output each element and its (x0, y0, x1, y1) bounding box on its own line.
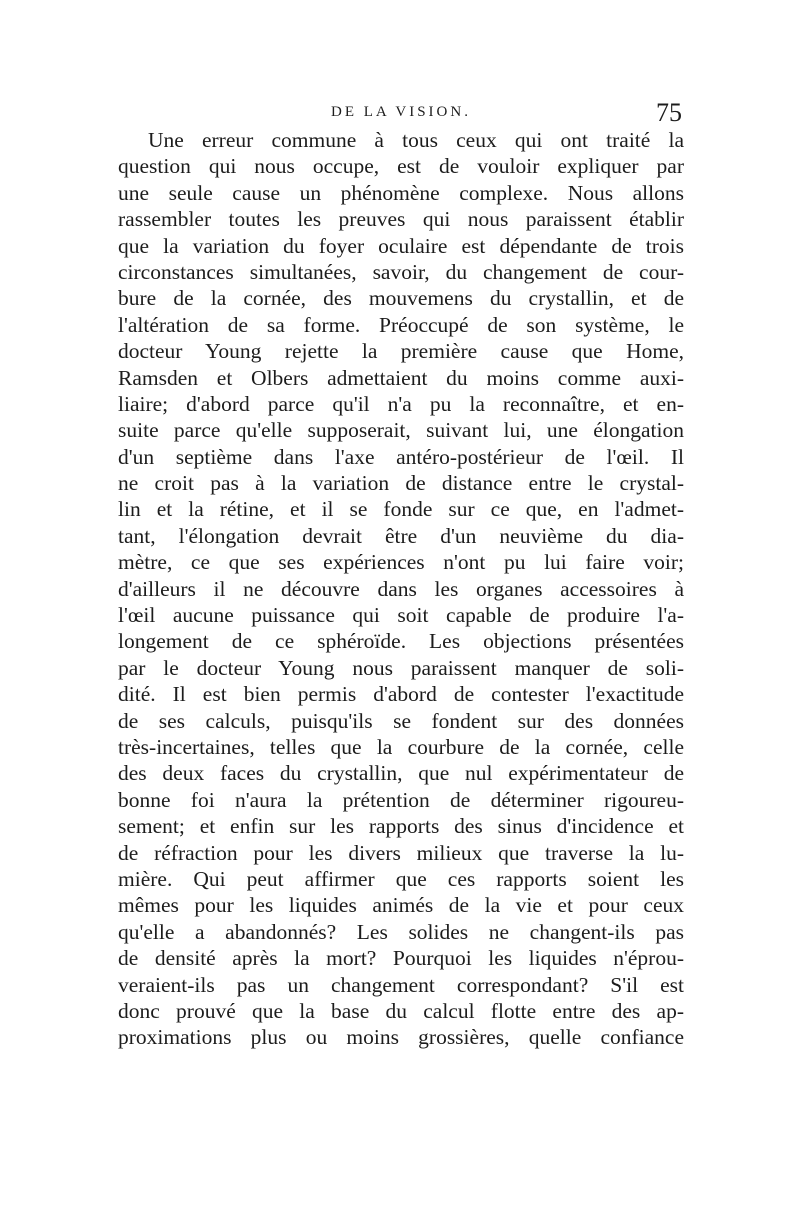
text-line: sement; et enfin sur les rapports des sinus d'incidence et (118, 814, 684, 839)
text-line: liaire; d'abord parce qu'il n'a pu la reconnaître, et en- (118, 391, 684, 416)
text-line: que la variation du foyer oculaire est dépendante de trois (118, 233, 684, 258)
text-line: d'un septième dans l'axe antéro-postérieur de l'œil. Il (118, 444, 684, 469)
text-line: ne croit pas à la variation de distance entre le crystal- (118, 471, 684, 496)
text-line: de réfraction pour les divers milieux que traverse la lu- (118, 840, 684, 865)
text-line: dité. Il est bien permis d'abord de contester l'exactitude (118, 682, 684, 707)
text-line: d'ailleurs il ne découvre dans les organes accessoires à (118, 576, 684, 601)
text-line: proximations plus ou moins grossières, quelle confiance (118, 1025, 684, 1050)
text-line: mêmes pour les liquides animés de la vie et pour ceux (118, 893, 684, 918)
text-line: des deux faces du crystallin, que nul expérimentateur de (118, 761, 684, 786)
page-number: 75 (656, 98, 682, 127)
text-line: l'altération de sa forme. Préoccupé de son système, le (118, 312, 684, 337)
text-line: donc prouvé que la base du calcul flotte entre des ap- (118, 998, 684, 1023)
text-line: suite parce qu'elle supposerait, suivant lui, une élongation (118, 418, 684, 443)
text-line: bure de la cornée, des mouvemens du crystallin, et de (118, 286, 684, 311)
text-line: lin et la rétine, et il se fonde sur ce que, en l'admet- (118, 497, 684, 522)
running-head (118, 98, 684, 128)
text-line: circonstances simultanées, savoir, du changement de cour- (118, 259, 684, 284)
text-line: bonne foi n'aura la prétention de déterminer rigoureu- (118, 787, 684, 812)
text-line: qu'elle a abandonnés? Les solides ne changent-ils pas (118, 919, 684, 944)
text-line: question qui nous occupe, est de vouloir expliquer par (118, 154, 684, 179)
text-line: tant, l'élongation devrait être d'un neuvième du dia- (118, 523, 684, 548)
running-title: DE LA VISION. (331, 104, 471, 120)
text-line: par le docteur Young nous paraissent manquer de soli- (118, 655, 684, 680)
body-text (118, 127, 684, 1051)
text-line: une seule cause un phénomène complexe. Nous allons (118, 180, 684, 205)
text-line: rassembler toutes les preuves qui nous paraissent établir (118, 207, 684, 232)
text-line: de densité après la mort? Pourquoi les liquides n'éprou- (118, 946, 684, 971)
text-line: docteur Young rejette la première cause que Home, (118, 339, 684, 364)
text-line: de ses calculs, puisqu'ils se fondent sur des données (118, 708, 684, 733)
text-line: longement de ce sphéroïde. Les objections présentées (118, 629, 684, 654)
text-line: l'œil aucune puissance qui soit capable de produire l'a- (118, 603, 684, 628)
text-line: très-incertaines, telles que la courbure de la cornée, celle (118, 734, 684, 759)
text-line: Ramsden et Olbers admettaient du moins comme auxi- (118, 365, 684, 390)
text-line: mière. Qui peut affirmer que ces rapports soient les (118, 866, 684, 891)
text-line: mètre, ce que ses expériences n'ont pu lui faire voir; (118, 550, 684, 575)
text-line: veraient-ils pas un changement correspondant? S'il est (118, 972, 684, 997)
text-line: Une erreur commune à tous ceux qui ont traité la (148, 128, 684, 152)
